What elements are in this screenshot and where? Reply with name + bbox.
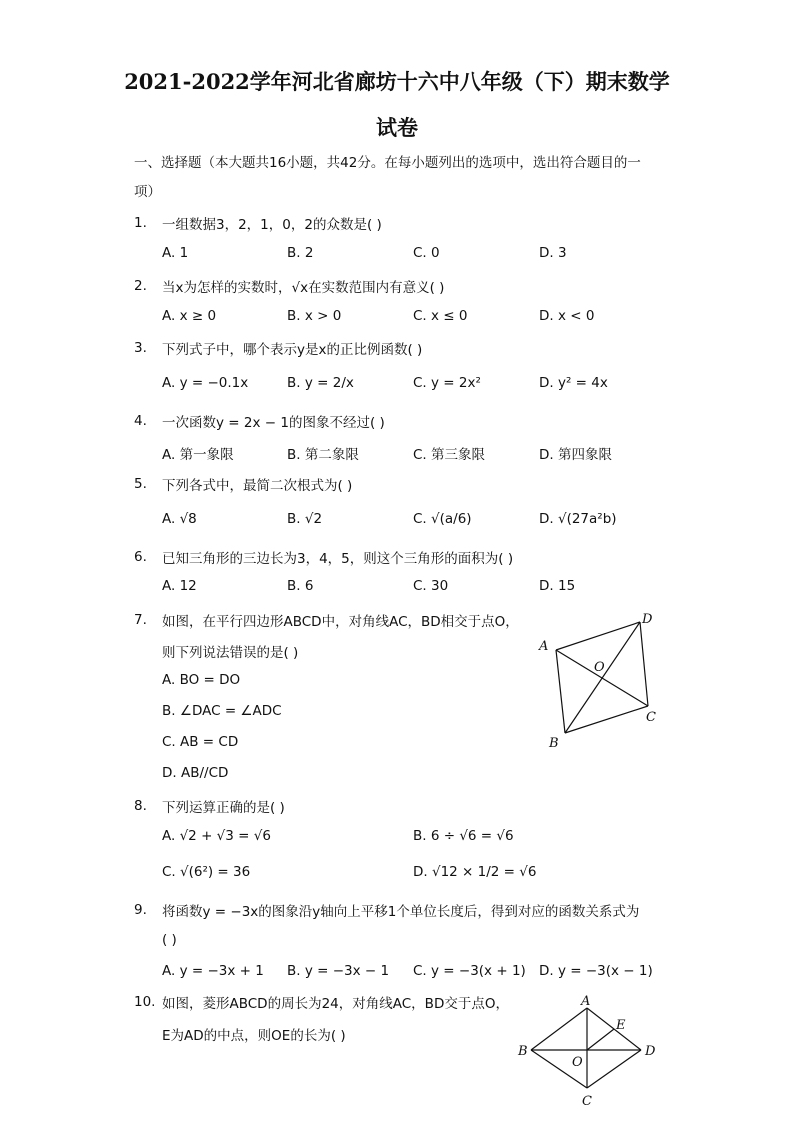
option-d: D. AB//CD: [162, 765, 229, 781]
label-b: B: [518, 1044, 528, 1059]
label-d: D: [642, 612, 653, 627]
question-text: 如图，在平行四边形ABCD中，对角线AC，BD相交于点O，: [162, 614, 519, 630]
option-a: A. y = −0.1x: [162, 375, 249, 391]
question-text: 一组数据3，2，1，0，2的众数是( ): [162, 217, 382, 233]
side-ad: [556, 622, 640, 650]
option-d: D. 3: [539, 245, 567, 261]
label-a: A: [581, 994, 591, 1009]
option-d: D. y = −3(x − 1): [539, 963, 653, 979]
label-d: D: [645, 1044, 656, 1059]
option-c: C. √(6²) = 36: [162, 864, 251, 880]
option-c: C. 30: [413, 578, 449, 594]
option-a: A. 12: [162, 578, 197, 594]
label-c: C: [582, 1094, 592, 1109]
option-d: D. y² = 4x: [539, 375, 608, 391]
option-a: A. √2 + √3 = √6: [162, 828, 271, 844]
question-number: 3.: [134, 340, 147, 356]
question-text: 当x为怎样的实数时，√x在实数范围内有意义( ): [162, 280, 445, 296]
option-a: A. 第一象限: [162, 447, 234, 463]
option-b: B. x > 0: [287, 308, 342, 324]
option-c: C. y = 2x²: [413, 375, 481, 391]
option-a: A. y = −3x + 1: [162, 963, 264, 979]
option-b: B. √2: [287, 511, 323, 527]
section-heading-cont: 项）: [134, 184, 161, 200]
segment-oe: [587, 1029, 614, 1050]
question-text-cont: E为AD的中点，则OE的长为( ): [162, 1028, 346, 1044]
side-ab: [531, 1008, 587, 1050]
option-b: B. y = −3x − 1: [287, 963, 390, 979]
option-c: C. √(a/6): [413, 511, 472, 527]
side-dc: [640, 622, 648, 706]
option-d: D. 第四象限: [539, 447, 612, 463]
option-d: D. √(27a²b): [539, 511, 617, 527]
option-a: A. 1: [162, 245, 189, 261]
option-d: D. 15: [539, 578, 576, 594]
question-text: 下列运算正确的是( ): [162, 800, 285, 816]
side-ba: [556, 650, 565, 733]
question-text: 如图，菱形ABCD的周长为24，对角线AC，BD交于点O，: [162, 996, 509, 1012]
option-c: C. y = −3(x + 1): [413, 963, 526, 979]
option-d: D. x < 0: [539, 308, 595, 324]
label-o: O: [572, 1055, 583, 1070]
option-c: C. x ≤ 0: [413, 308, 468, 324]
option-c: C. 0: [413, 245, 440, 261]
question-number: 9.: [134, 902, 147, 918]
parallelogram-figure: [530, 605, 665, 755]
side-cd: [587, 1050, 641, 1088]
question-number: 7.: [134, 612, 147, 628]
question-text: 已知三角形的三边长为3，4，5，则这个三角形的面积为( ): [162, 551, 514, 567]
question-number: 6.: [134, 549, 147, 565]
label-e: E: [616, 1018, 626, 1033]
rhombus-figure: [510, 992, 670, 1110]
option-c: C. 第三象限: [413, 447, 486, 463]
question-number: 4.: [134, 413, 147, 429]
option-b: B. 第二象限: [287, 447, 359, 463]
option-c: C. AB = CD: [162, 734, 239, 750]
side-cb: [565, 706, 648, 733]
question-number: 8.: [134, 798, 147, 814]
question-number: 5.: [134, 476, 147, 492]
question-text: 一次函数y = 2x − 1的图象不经过( ): [162, 415, 385, 431]
question-number: 2.: [134, 278, 147, 294]
option-b: B. ∠DAC = ∠ADC: [162, 703, 282, 719]
label-o: O: [594, 660, 605, 675]
option-a: A. x ≥ 0: [162, 308, 217, 324]
option-a: A. √8: [162, 511, 197, 527]
option-b: B. 6: [287, 578, 314, 594]
title-line-2: 试卷: [376, 115, 418, 140]
question-text: 下列式子中，哪个表示y是x的正比例函数( ): [162, 342, 423, 358]
option-b: B. 2: [287, 245, 314, 261]
question-number: 1.: [134, 215, 147, 231]
option-a: A. BO = DO: [162, 672, 241, 688]
question-text: 下列各式中，最简二次根式为( ): [162, 478, 353, 494]
title-line-1: 2021-2022学年河北省廊坊十六中八年级（下）期末数学: [124, 69, 670, 94]
option-b: B. y = 2/x: [287, 375, 354, 391]
label-a: A: [539, 639, 549, 654]
option-d: D. √12 × 1/2 = √6: [413, 864, 537, 880]
question-number: 10.: [134, 994, 156, 1010]
label-b: B: [549, 736, 559, 751]
label-c: C: [646, 710, 656, 725]
section-heading: 一、选择题（本大题共16小题，共42分。在每小题列出的选项中，选出符合题目的一: [134, 155, 641, 171]
diagonal-bd: [565, 622, 640, 733]
question-text: 将函数y = −3x的图象沿y轴向上平移1个单位长度后，得到对应的函数关系式为: [162, 904, 640, 920]
question-text-cont: 则下列说法错误的是( ): [162, 645, 299, 661]
option-b: B. 6 ÷ √6 = √6: [413, 828, 514, 844]
question-text-cont: ( ): [162, 932, 177, 948]
